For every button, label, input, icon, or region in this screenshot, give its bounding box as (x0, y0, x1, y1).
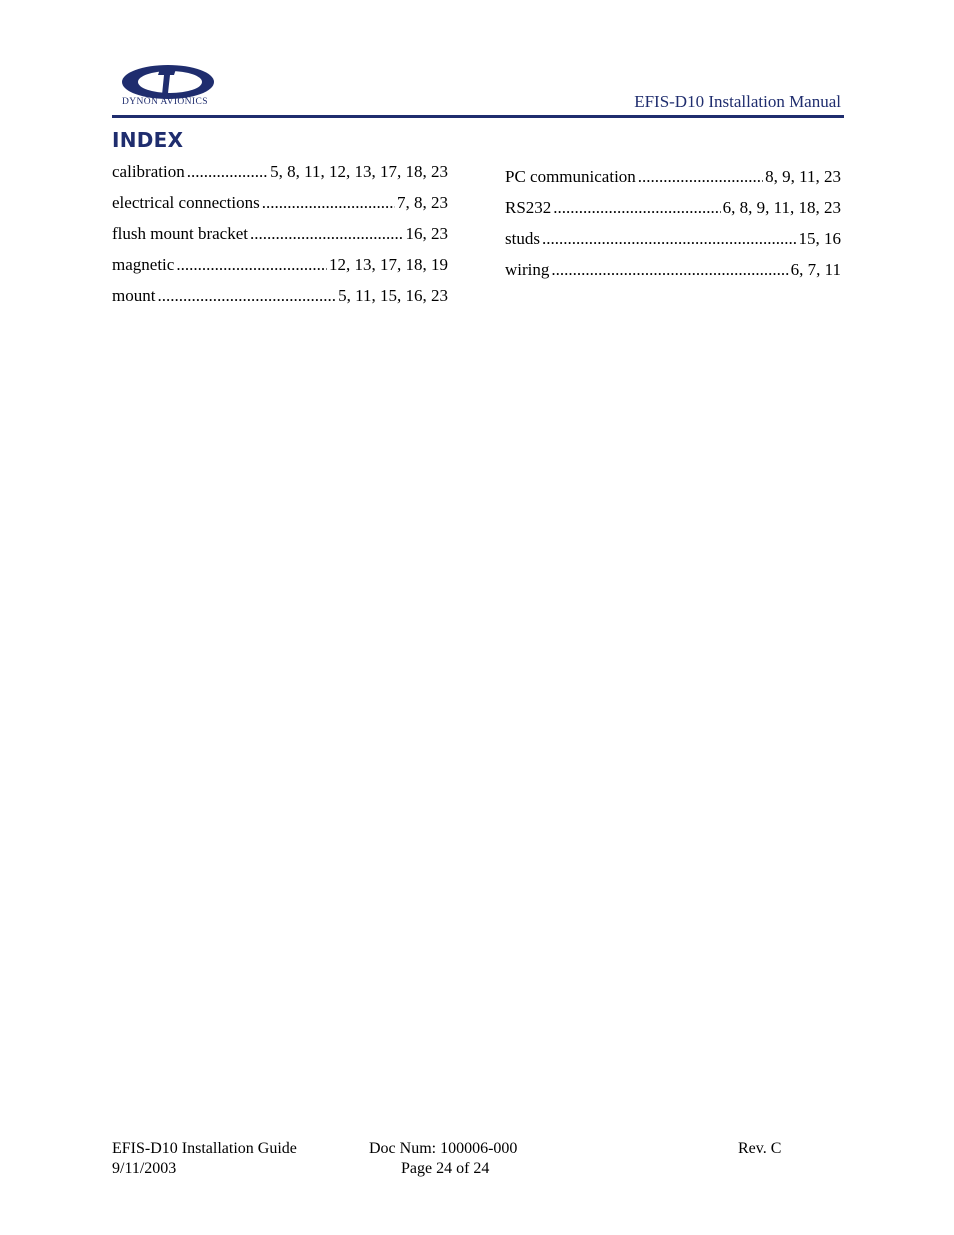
index-entry (112, 193, 448, 224)
leader-dots (638, 167, 763, 187)
footer-doc-num: Doc Num: 100006-000 (369, 1140, 518, 1157)
leader-dots (176, 255, 327, 275)
index-pages: 6, 7, 11 (790, 260, 841, 279)
index-pages: 5, 11, 15, 16, 23 (338, 286, 448, 305)
index-pages: 6, 8, 9, 11, 18, 23 (722, 198, 841, 217)
index-pages: 12, 13, 17, 18, 19 (329, 255, 448, 274)
logo-text: DYNON AVIONICS (122, 97, 208, 107)
index-pages: 8, 9, 11, 23 (765, 167, 841, 186)
footer-page-number: Page 24 of 24 (401, 1160, 490, 1177)
header-divider (112, 115, 844, 118)
index-heading: INDEX (112, 128, 184, 152)
footer-right (738, 1139, 781, 1159)
footer-revision: Rev. C (738, 1140, 782, 1157)
index-term: mount (112, 286, 156, 305)
index-term: studs (505, 229, 540, 248)
index-entry (112, 286, 448, 317)
index-entry (505, 260, 841, 291)
leader-dots (157, 286, 336, 306)
leader-dots (262, 193, 395, 213)
index-term: RS232 (505, 198, 552, 217)
footer-guide-name: EFIS-D10 Installation Guide (112, 1140, 297, 1157)
manual-title: EFIS-D10 Installation Manual (634, 92, 841, 111)
leader-dots (542, 229, 797, 249)
index-term: flush mount bracket (112, 224, 248, 243)
index-term: PC communication (505, 167, 636, 186)
index-column-right (505, 167, 841, 291)
index-term: wiring (505, 260, 550, 279)
index-entry (505, 198, 841, 229)
index-column-left (112, 162, 448, 317)
index-entry (112, 162, 448, 193)
index-pages: 15, 16 (798, 229, 841, 248)
index-term: electrical connections (112, 193, 260, 212)
index-entry (505, 229, 841, 260)
footer-date: 9/11/2003 (112, 1160, 177, 1177)
leader-dots (187, 162, 268, 182)
index-entry (112, 224, 448, 255)
footer-left (112, 1139, 297, 1179)
index-term: magnetic (112, 255, 175, 274)
leader-dots (250, 224, 404, 244)
leader-dots (553, 198, 720, 218)
index-entry (505, 167, 841, 198)
index-pages: 5, 8, 11, 12, 13, 17, 18, 23 (270, 162, 448, 181)
index-pages: 16, 23 (405, 224, 448, 243)
index-term: calibration (112, 162, 185, 181)
index-entry (112, 255, 448, 286)
leader-dots (551, 260, 788, 280)
footer-middle (369, 1139, 517, 1179)
index-pages: 7, 8, 23 (397, 193, 448, 212)
